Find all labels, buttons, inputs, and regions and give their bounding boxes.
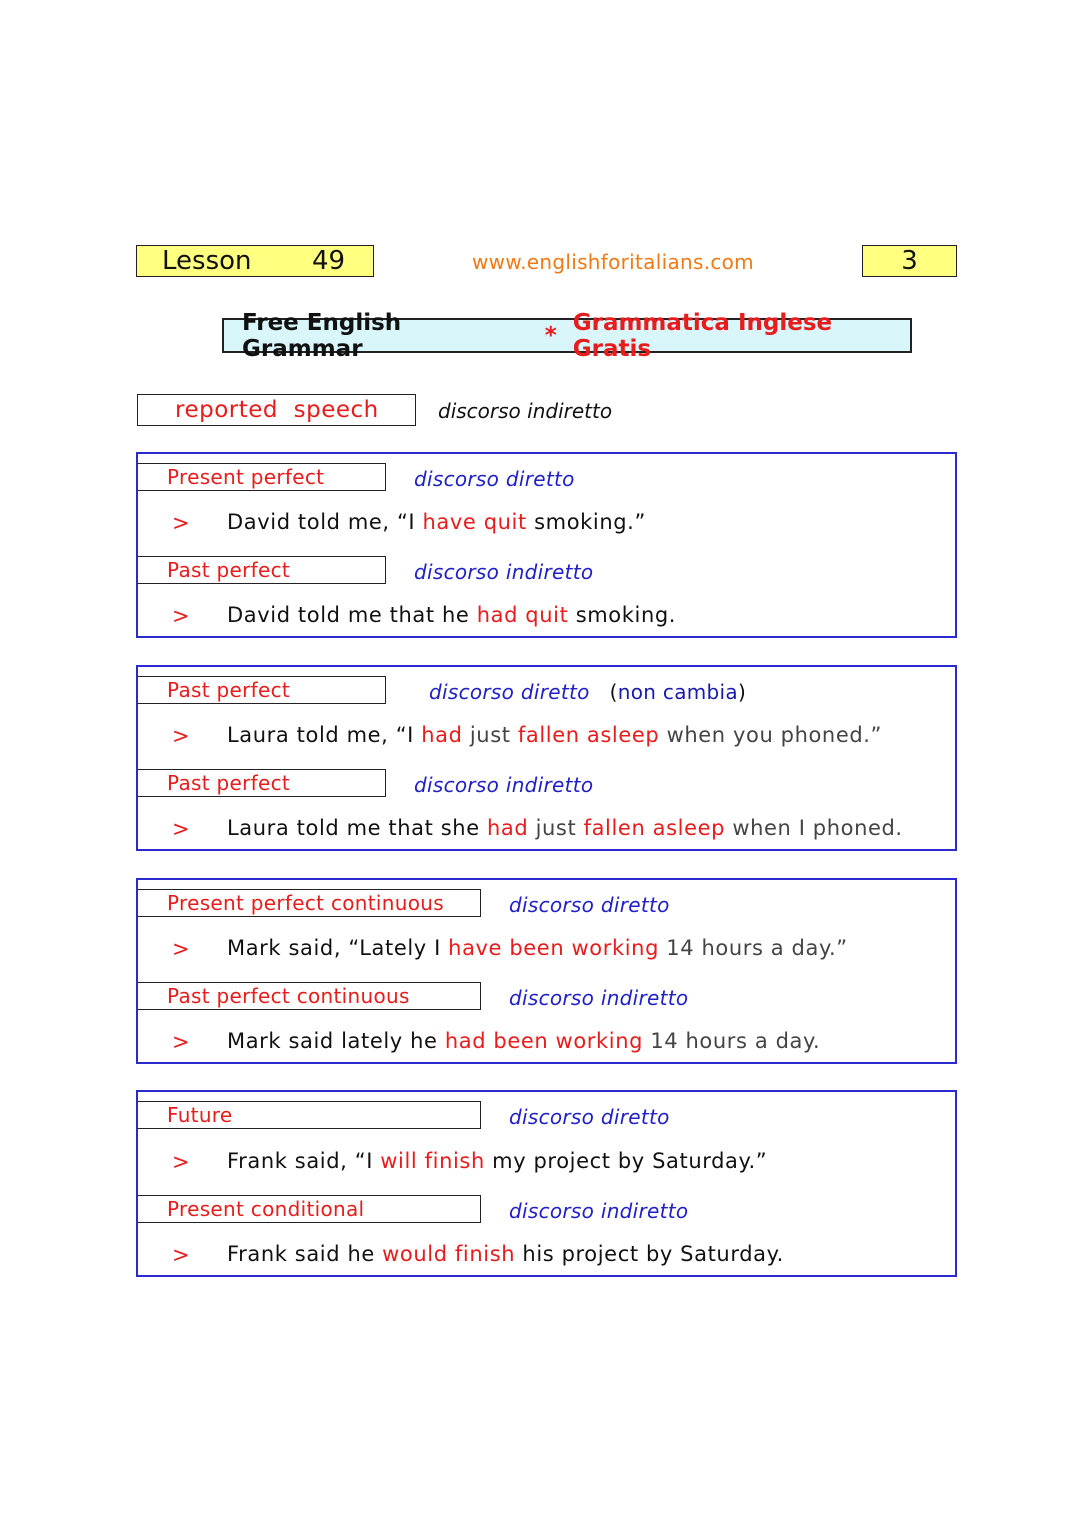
example-section-4 [136, 1090, 957, 1277]
sentence-text: Mark said lately he [227, 1029, 445, 1053]
example-sentence-direct [227, 510, 646, 534]
title-english: Free English Grammar [242, 309, 402, 362]
sentence-text: Laura told me that she [227, 816, 487, 840]
sentence-text: just [462, 723, 518, 747]
arrow-icon: > [172, 817, 190, 841]
lesson-box [136, 245, 374, 277]
example-sentence-direct [227, 936, 848, 960]
example-sentence-direct [227, 1149, 767, 1173]
tense-label: Present perfect [167, 465, 325, 489]
speech-kind-label: discorso diretto [429, 680, 590, 704]
example-sentence-indirect [227, 1029, 820, 1053]
speech-kind-direct: discorso diretto [509, 1105, 670, 1129]
speech-kind-direct: discorso diretto [414, 467, 575, 491]
tense-label: Past perfect [167, 678, 291, 702]
arrow-icon: > [172, 1150, 190, 1174]
tense-label: Past perfect [167, 558, 291, 582]
arrow-icon: > [172, 937, 190, 961]
sentence-text: Frank said he [227, 1242, 383, 1266]
tense-box-direct [138, 676, 386, 704]
tense-label: Present conditional [167, 1197, 365, 1221]
sentence-text: Mark said, “Lately I [227, 936, 449, 960]
highlighted-verb: would finish [382, 1242, 516, 1266]
sentence-text: his project by Saturday. [515, 1242, 784, 1266]
tense-label: Past perfect continuous [167, 984, 410, 1008]
highlighted-verb: fallen asleep [583, 816, 726, 840]
example-section-1 [136, 452, 957, 638]
example-section-2 [136, 665, 957, 851]
sentence-text: smoking.” [526, 510, 646, 534]
tense-label: Present perfect continuous [167, 891, 444, 915]
arrow-icon: > [172, 604, 190, 628]
speech-kind-indirect: discorso indiretto [414, 560, 594, 584]
highlighted-verb: have quit [422, 510, 527, 534]
topic-box [137, 394, 416, 426]
topic-translation: discorso indiretto [438, 399, 613, 423]
page-number: 3 [901, 246, 918, 276]
tense-box-direct [138, 463, 386, 491]
highlighted-verb: had quit [476, 603, 569, 627]
page-number-box [862, 245, 957, 277]
tense-box-indirect [138, 769, 386, 797]
tense-label: Future [167, 1103, 233, 1127]
tense-box-direct [138, 889, 481, 917]
title-banner [222, 309, 912, 362]
highlighted-verb: had [487, 816, 529, 840]
highlighted-verb: had [421, 723, 463, 747]
sentence-text: my project by Saturday.” [484, 1149, 768, 1173]
speech-kind-direct: discorso diretto [509, 893, 670, 917]
sentence-text: David told me, “I [227, 510, 423, 534]
sentence-text: smoking. [568, 603, 677, 627]
sentence-text: 14 hours a day. [643, 1029, 821, 1053]
sentence-text: when I phoned. [725, 816, 903, 840]
title-italian: Grammatica Inglese Gratis [572, 309, 833, 362]
arrow-icon: > [172, 511, 190, 535]
speech-kind-direct [429, 680, 746, 704]
sentence-text: just [528, 816, 584, 840]
note-open-paren: ( [609, 680, 618, 704]
example-section-3 [136, 878, 957, 1064]
note-text: non cambia [617, 680, 738, 704]
sentence-text: David told me that he [227, 603, 477, 627]
lesson-label: Lesson [162, 246, 252, 276]
arrow-icon: > [172, 724, 190, 748]
tense-box-indirect [138, 982, 481, 1010]
highlighted-verb: had been working [444, 1029, 644, 1053]
highlighted-verb: fallen asleep [517, 723, 660, 747]
arrow-icon: > [172, 1243, 190, 1267]
sentence-text: 14 hours a day.” [659, 936, 848, 960]
star-icon: * [544, 322, 557, 349]
speech-kind-indirect: discorso indiretto [414, 773, 594, 797]
tense-box-indirect [138, 1195, 481, 1223]
lesson-number: 49 [312, 246, 346, 276]
highlighted-verb: have been working [448, 936, 660, 960]
sentence-text: Laura told me, “I [227, 723, 422, 747]
tense-box-direct [138, 1101, 481, 1129]
example-sentence-direct [227, 723, 882, 747]
tense-box-indirect [138, 556, 386, 584]
site-url-link[interactable]: www.englishforitalians.com [472, 250, 754, 274]
arrow-icon: > [172, 1030, 190, 1054]
note-close-paren: ) [737, 680, 747, 704]
sentence-text: when you phoned.” [659, 723, 883, 747]
speech-kind-indirect: discorso indiretto [509, 986, 689, 1010]
sentence-text: Frank said, “I [227, 1149, 381, 1173]
speech-kind-indirect: discorso indiretto [509, 1199, 689, 1223]
example-sentence-indirect [227, 603, 676, 627]
note-wrapper [610, 680, 746, 704]
highlighted-verb: will finish [380, 1149, 485, 1173]
example-sentence-indirect [227, 1242, 784, 1266]
tense-label: Past perfect [167, 771, 291, 795]
example-sentence-indirect [227, 816, 903, 840]
topic-label: reported speech [175, 397, 379, 423]
